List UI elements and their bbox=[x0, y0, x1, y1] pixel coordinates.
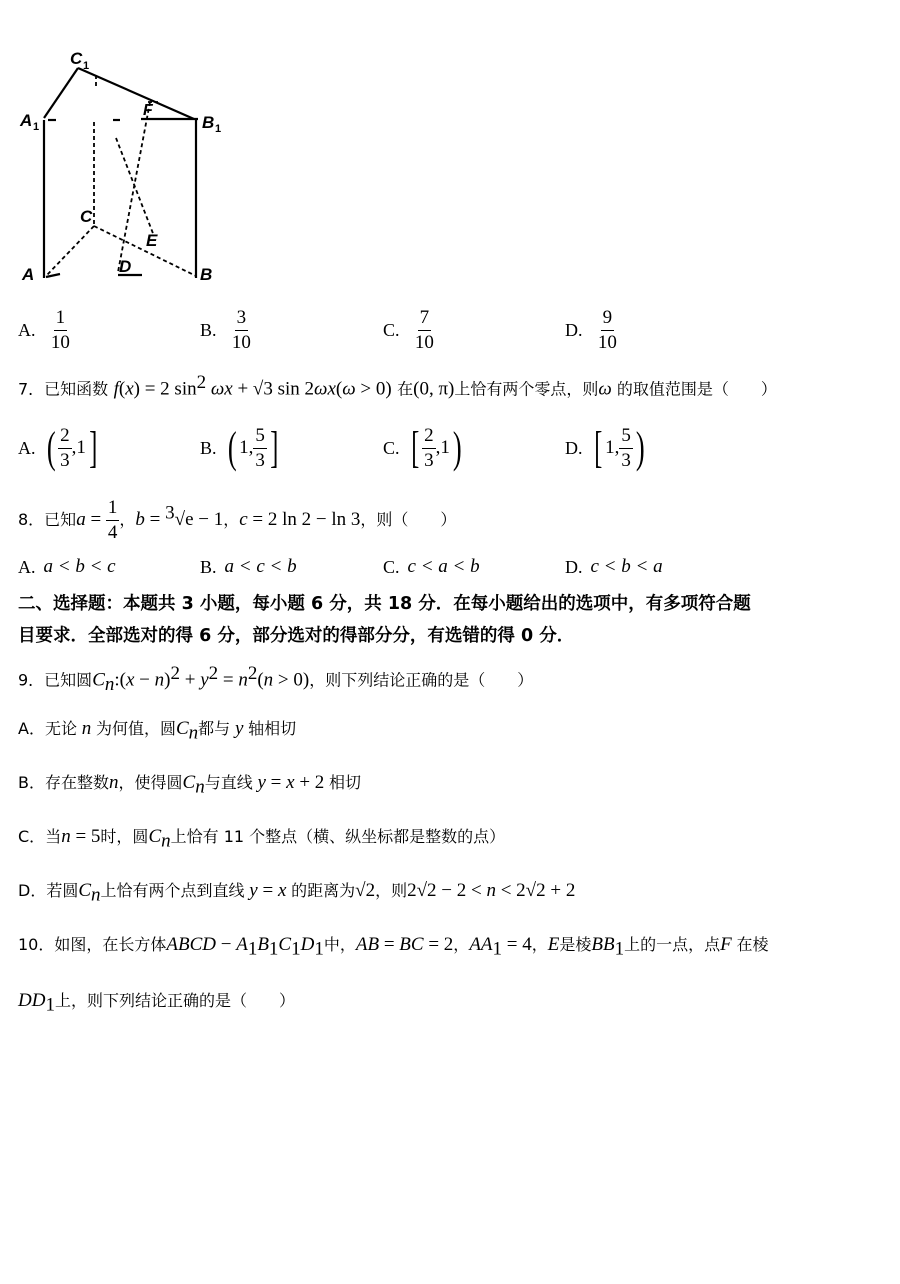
q9-option-b[interactable]: B．存在整数n，使得圆$C_n$与直线 y = x + 2 相切 bbox=[18, 772, 362, 798]
prism-diagram bbox=[18, 40, 228, 290]
q8-option-b[interactable]: B. a < c < b bbox=[200, 556, 297, 577]
dash-e-line bbox=[116, 138, 154, 236]
q8-option-a[interactable]: A. a < b < c bbox=[18, 556, 116, 577]
label-b1: B bbox=[202, 113, 215, 132]
q6-option-a[interactable]: A. $\frac{1}{10}$ bbox=[18, 307, 70, 353]
label-f: F bbox=[143, 102, 153, 119]
label-a1: A bbox=[20, 111, 33, 130]
fraction: $\frac{7}{10}$ bbox=[414, 307, 434, 353]
q7-stem: 7．已知函数 f(x) = 2 $\sin^2 \omega x + √3$ sin 2ωx(ω > 0) 在(0, π)上恰有两个零点，则ω 的取值范围是（ ） bbox=[18, 372, 777, 400]
label-a: A bbox=[22, 265, 35, 284]
section-2-heading-line2: 目要求．全部选对的得 6 分，部分选对的得部分分，有选错的得 0 分． bbox=[18, 626, 575, 646]
q9-option-a[interactable]: A．无论 n 为何值，圆$C_n$都与 y 轴相切 bbox=[18, 718, 297, 744]
label-d: D bbox=[119, 257, 132, 276]
q7-option-d[interactable]: D. [ 1, $\frac{5}{3}$ ) bbox=[565, 423, 645, 473]
q6-option-c[interactable]: C. $\frac{7}{10}$ bbox=[383, 307, 434, 353]
q9-stem: 9．已知圆$C_n:(x - n)^2 + y^2 = n^2(n > 0)$，则下列结论正确的是（ ） bbox=[18, 663, 534, 696]
fraction: $\frac{9}{10}$ bbox=[597, 307, 617, 353]
q6-option-b[interactable]: B. $\frac{3}{10}$ bbox=[200, 307, 251, 353]
label-e: E bbox=[146, 231, 158, 250]
q7-option-b[interactable]: B. ( 1, $\frac{5}{3}$ ] bbox=[200, 423, 279, 473]
q8-option-d[interactable]: D. c < b < a bbox=[565, 556, 663, 577]
dashed-edges bbox=[46, 75, 196, 276]
label-c1: C bbox=[70, 49, 83, 68]
label-a1-sub: 1 bbox=[33, 121, 40, 133]
solid-edges bbox=[44, 68, 198, 278]
section-2-heading-line1: 二、选择题：本题共 3 小题，每小题 6 分，共 18 分．在每小题给出的选项中，有多项符合题 bbox=[18, 594, 751, 614]
edge-c1-a1 bbox=[44, 68, 78, 118]
label-c1-sub: 1 bbox=[83, 60, 90, 72]
q8-option-c[interactable]: C. c < a < b bbox=[383, 556, 480, 577]
q9-option-c[interactable]: C．当n = 5时，圆$C_n$上恰有 11 个整点（横、纵坐标都是整数的点） bbox=[18, 826, 506, 852]
dash-c-b bbox=[94, 226, 196, 276]
dash-c-a bbox=[46, 226, 94, 276]
fraction: $\frac{1}{10}$ bbox=[50, 307, 70, 353]
q9-option-d[interactable]: D．若圆$C_n$上恰有两个点到直线 y = x 的距离为√2，则2√2 − 2 < n < 2√2 + 2 bbox=[18, 880, 576, 906]
q7-option-c[interactable]: C. [ $\frac{2}{3}$ ,1) bbox=[383, 423, 462, 473]
q7-option-a[interactable]: A. ( $\frac{2}{3}$ ,1] bbox=[18, 423, 98, 473]
label-b1-sub: 1 bbox=[215, 123, 222, 135]
label-b: B bbox=[200, 265, 213, 284]
q6-option-d[interactable]: D. $\frac{9}{10}$ bbox=[565, 307, 617, 353]
q8-stem: 8．已知a = $\frac{1}{4}$ ，b = $^3$√e − 1，c = 2 ln 2 − ln 3，则（ ） bbox=[18, 497, 457, 543]
fraction: $\frac{3}{10}$ bbox=[231, 307, 251, 353]
q10-stem-line2: $DD_1$上，则下列结论正确的是（ ） bbox=[18, 990, 295, 1016]
prism-figure bbox=[18, 40, 228, 295]
label-c: C bbox=[80, 207, 93, 226]
q10-stem-line1: 10．如图，在长方体ABCD − $A_1B_1C_1D_1$中，AB = BC = 2，$AA_1 = 4$，E是棱$BB_1$上的一点，点F 在棱 bbox=[18, 934, 769, 960]
